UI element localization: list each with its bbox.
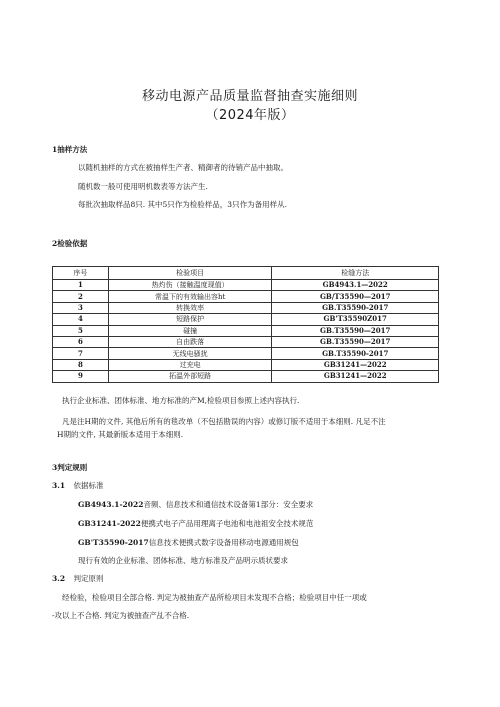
table-row <box>53 348 439 359</box>
row-method: GB/T35590—2017 <box>272 291 439 302</box>
subsection-3-2-number: 3.2 <box>52 574 66 583</box>
table-row <box>53 336 439 347</box>
subsection-3-2 <box>52 574 103 584</box>
row-method: GB31241—2022 <box>272 371 439 382</box>
row-index: 2 <box>53 291 109 302</box>
inspection-table <box>52 266 439 383</box>
row-item: 碰撞 <box>108 325 272 336</box>
row-index: 8 <box>53 359 109 370</box>
header-index: 序号 <box>53 267 109 280</box>
row-index: 3 <box>53 302 109 313</box>
standard-text: 信息技术便携式数字设备用移动电源通用规包 <box>148 538 299 547</box>
row-method: GB.T35590—2017 <box>272 336 439 347</box>
row-item: 常温下的有效输出容ht <box>108 291 272 302</box>
standard-text: 便携式电子产品用理离子电池和电池祖安全技术规范 <box>140 519 314 528</box>
note-other-standards: 执行企业标准、团体标准、地方标准的产M,检验项目参照上述内容执行. <box>62 396 300 405</box>
document-subtitle: （2024年版） <box>205 108 295 123</box>
section-3-heading: 3判定规则 <box>52 463 88 472</box>
note-dated-docs-line-2: H期的文件, 其最新版本适用于本细则. <box>57 430 184 439</box>
row-item: 自由跌落 <box>108 336 272 347</box>
row-method: GB31241—2022 <box>272 359 439 370</box>
table-row <box>53 314 439 325</box>
table-row <box>53 280 439 291</box>
subsection-3-2-title: 判定原则 <box>73 574 104 583</box>
standard-code: GB'T35590-2017 <box>78 538 149 547</box>
row-item: 拓温外部短路 <box>108 371 272 382</box>
row-method: GB4943.1—2022 <box>272 280 439 291</box>
row-item: 过充电 <box>108 359 272 370</box>
section-1-heading: 1抽样方法 <box>52 145 88 154</box>
table-row <box>53 325 439 336</box>
row-index: 7 <box>53 348 109 359</box>
header-item: 检验项目 <box>108 267 272 280</box>
row-index: 9 <box>53 371 109 382</box>
note-dated-docs-line-1: 凡是注H期的文件, 其他后所有的毯改单（不包括勘误的内容）或修订版不适用于本细则. 凡足不注 <box>62 417 386 426</box>
subsection-3-1 <box>52 481 103 491</box>
row-method: GB.T35590-2017 <box>272 302 439 313</box>
document-title: 移动电源产品质量监督抽查实施细则 <box>141 89 358 104</box>
table-header-row <box>53 267 439 280</box>
table-row <box>53 359 439 370</box>
sampling-line-3: 每批次抽取样品8只. 其中5只作为检验样品，3只作为备用样从. <box>78 200 287 209</box>
principle-line-1: 经检验，检验项目全部合格. 判定为被抽查产品所检项目未发现不合格；检验项目中任一项或 <box>62 593 367 602</box>
row-item: 热灼伤（接触温度现值） <box>108 280 272 291</box>
row-index: 6 <box>53 336 109 347</box>
standard-code: GB31241-2022 <box>78 519 141 528</box>
subsection-3-1-number: 3.1 <box>52 481 66 490</box>
subsection-3-1-title: 依据标准 <box>73 481 104 490</box>
row-method: GB'T35590Z017 <box>272 314 439 325</box>
table-row <box>53 371 439 382</box>
row-index: 5 <box>53 325 109 336</box>
row-item: 短路保护 <box>108 314 272 325</box>
row-index: 4 <box>53 314 109 325</box>
table-row <box>53 291 439 302</box>
standard-code: GB4943.1-2022 <box>78 500 144 509</box>
header-method: 检缝方法 <box>272 267 439 280</box>
row-method: GB.T35590—2017 <box>272 325 439 336</box>
other-standards-line: 现行有效的企业标准、团体标准、地方标准及产品明示质状要求 <box>78 556 288 565</box>
principle-line-2: -攻以上不合格. 判定为被抽查产乩不合格. <box>52 611 190 620</box>
standard-item <box>78 538 299 548</box>
sampling-line-2: 随机数一般可使用明机数表等方法产生. <box>78 182 208 191</box>
standard-text: 音频、信息技术和通信技术设备第1部分：安全要求 <box>143 500 314 509</box>
row-item: 转换效率 <box>108 302 272 313</box>
section-2-heading: 2检验依据 <box>52 239 88 248</box>
sampling-line-1: 以随机抽样的方式在被抽样生产者、精御者的待销产品中抽取。 <box>78 163 288 172</box>
row-method: GB.T35590-2017 <box>272 348 439 359</box>
table-row <box>53 302 439 313</box>
row-item: 无线电骚扰 <box>108 348 272 359</box>
row-index: 1 <box>53 280 109 291</box>
standard-item <box>78 500 313 510</box>
standard-item <box>78 519 313 529</box>
